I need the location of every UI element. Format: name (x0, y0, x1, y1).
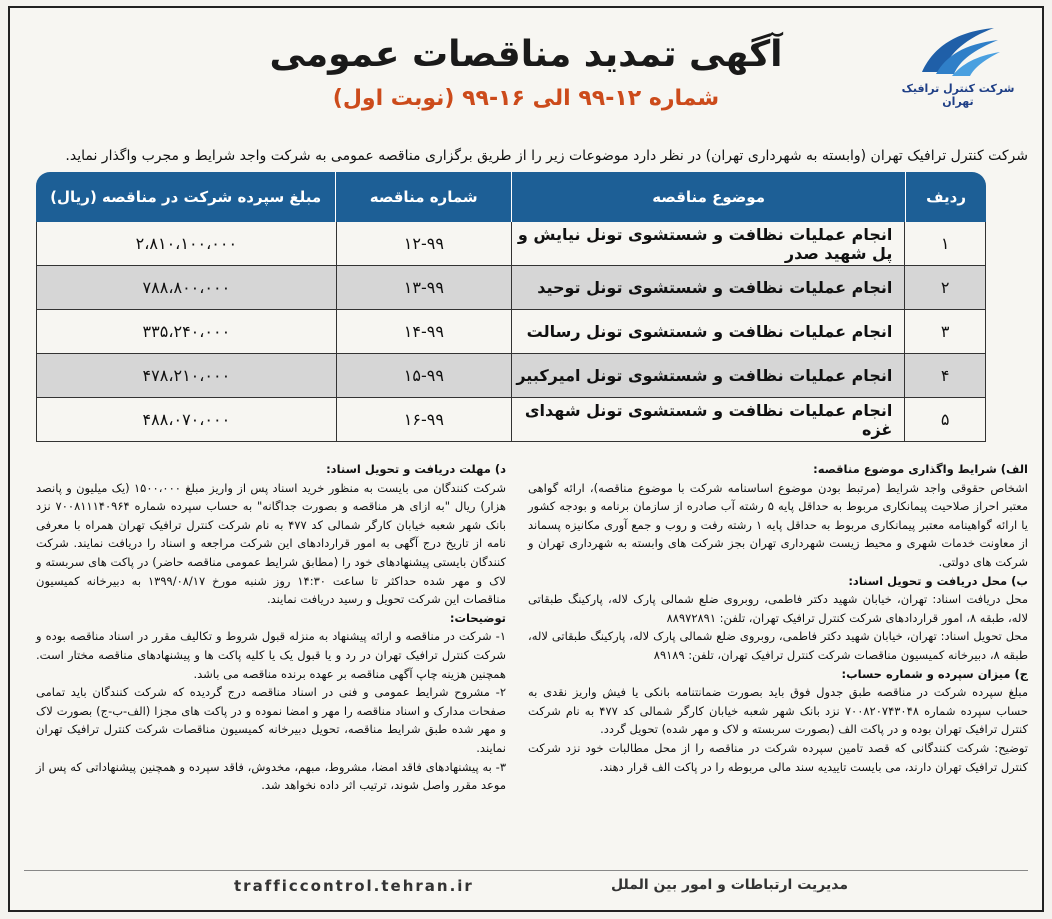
row-subject: انجام عملیات نظافت و شستشوی تونل امیرکبیر (511, 354, 904, 397)
row-deposit-amount: ۲،۸۱۰،۱۰۰،۰۰۰ (135, 234, 238, 253)
section-b-deliver: محل تحویل اسناد: تهران، خیابان شهید دکتر فاطمی، روبروی ضلع شمالی پارک لاله، پارکینگ طبقاتی لاله، طبقه ۸، دبیرخانه کمیسیون مناقصات شرکت کنترل ترافیک تهران، تلفن: ۸۹۱۸۹ (528, 629, 1028, 662)
footer-department: مدیریت ارتباطات و امور بین الملل (611, 877, 848, 893)
row-number: ۲ (904, 266, 985, 309)
row-tender-number: ۱۶-۹۹ (336, 398, 511, 441)
section-c-heading: ج) میزان سپرده و شماره حساب: (841, 666, 1028, 681)
row-deposit-amount: ۷۸۸،۸۰۰،۰۰۰ (142, 278, 231, 297)
row-deposit-amount: ۳۳۵،۲۴۰،۰۰۰ (142, 322, 231, 341)
logo-icon (912, 20, 1004, 82)
section-c-body: مبلغ سپرده شرکت در مناقصه طبق جدول فوق باید بصورت ضمانتنامه بانکی یا فیش واریز نقدی به حساب سپرده شماره ۷۰۰۸۲۰۷۴۳۰۴۸ نزد بانک شهر شعبه خیابان کارگر شمالی کد ۴۷۷ به نام شرکت کنترل ترافیک تهران بوده و در پاکت الف (بصورت سربسته و لاک و مهر شده) تحویل گردد. (528, 685, 1028, 737)
row-number: ۴ (904, 354, 985, 397)
row-deposit-amount: ۴۸۸،۰۷۰،۰۰۰ (142, 410, 231, 429)
table-row (36, 266, 986, 310)
table-row (36, 354, 986, 398)
section-c-note: توضیح: شرکت کنندگانی که قصد تامین سپرده شرکت در مناقصه را از محل مطالبات خود نزد شرکت کنترل ترافیک تهران دارند، می بایست تاییدیه سند مالی مربوطه را در پاکت الف قرار دهند. (528, 740, 1028, 774)
table-header (36, 172, 986, 222)
table-row (36, 222, 986, 266)
note-2: ۲- مشروح شرایط عمومی و فنی در اسناد مناقصه درج گردیده که شرکت کنندگان باید تمامی صفحات مدارک و اسناد مناقصه را مهر و امضا نموده و در پاکت های مجزا (الف-ب-ج) بصورت لاک و مهر شده طبق شرایط مناقصه، تحویل دبیرخانه کمیسیون مناقصات شرکت کنترل ترافیک تهران نمایند. (36, 685, 506, 755)
row-subject: انجام عملیات نظافت و شستشوی تونل نیایش و پل شهید صدر (511, 222, 904, 265)
row-deposit-amount: ۴۷۸،۲۱۰،۰۰۰ (142, 366, 231, 385)
section-a-body: اشخاص حقوقی واجد شرایط (مرتبط بودن موضوع اساسنامه شرکت با موضوع مناقصه)، ارائه گواهی معتبر احراز صلاحیت پیمانکاری مربوط به حداقل پایه ۵ رشته آب صادره از سازمان برنامه و بودجه کشور یا ارائه گواهینامه معتبر پیمانکاری مربوط به حداقل پایه ۱ رشته رفت و روب و جمع آوری مکانیزه پسماند از معاونت خدمات شهری و محیط زیست شهرداری تهران بجز شرکت های وابسته به شهرداری تهران و شرکت های دولتی. (528, 480, 1028, 569)
note-3: ۳- به پیشنهادهای فاقد امضا، مشروط، مبهم، مخدوش، فاقد سپرده و همچنین پیشنهاداتی که پس از موعد مقرر واصل شوند، ترتیب اثر داده نخواهد شد. (36, 759, 506, 793)
row-number: ۳ (904, 310, 985, 353)
section-a-heading: الف) شرایط واگذاری موضوع مناقصه: (813, 462, 1028, 476)
header-tender-number: شماره مناقصه (335, 172, 511, 222)
row-tender-number: ۱۴-۹۹ (336, 310, 511, 353)
table-row (36, 398, 986, 442)
section-d-body: شرکت کنندگان می بایست به منظور خرید اسناد پس از واریز مبلغ ۱۵۰۰،۰۰۰ (یک میلیون و پانصد هزار) ریال "به ازای هر مناقصه و بصورت جداگانه" به حساب سپرده شماره ۷۰۰۸۱۱۱۴۰۹۶۴ نزد بانک شهر شعبه خیابان کارگر شمالی کد ۴۷۷ به نام شرکت کنترل ترافیک تهران همراه با معرفی نامه از تاریخ درج آگهی به امور قراردادهای این شرکت مراجعه و اسناد را دریافت نمایند. شرکت کنندگان بایستی پیشنهادهای خود را (مطابق شرایط عمومی مناقصه حاضر) در پاکت های سربسته و لاک و مهر شده حداکثر تا ساعت ۱۴:۳۰ روز شنبه مورخ ۱۳۹۹/۰۸/۱۷ به دبیرخانه کمیسیون مناقصات این شرکت تحویل و رسید دریافت نمایند. (36, 480, 507, 607)
page-title: آگهی تمدید مناقصات عمومی (269, 34, 783, 75)
header-row-number: ردیف (905, 172, 986, 222)
notes-heading: توضیحات: (449, 610, 506, 625)
table-row (36, 310, 986, 354)
row-number: ۵ (904, 398, 985, 441)
header-subject: موضوع مناقصه (511, 172, 905, 222)
tender-table (36, 172, 986, 442)
logo-text: شرکت کنترل ترافیک تهران (901, 82, 1015, 108)
row-number: ۱ (904, 222, 985, 265)
footer (24, 870, 1028, 901)
row-tender-number: ۱۳-۹۹ (336, 266, 511, 309)
intro-paragraph: شرکت کنترل ترافیک تهران (وابسته به شهرداری تهران) در نظر دارد موضوعات زیر را از طریق برگزاری مناقصه عمومی به شرکت واجد شرایط و مجرب واگذار نماید. (65, 148, 1028, 164)
section-b-heading: ب) محل دریافت و تحویل اسناد: (848, 573, 1028, 588)
row-tender-number: ۱۵-۹۹ (336, 354, 511, 397)
deadline-column (36, 460, 506, 795)
row-tender-number: ۱۲-۹۹ (336, 222, 511, 265)
row-subject: انجام عملیات نظافت و شستشوی تونل توحید (511, 266, 904, 309)
conditions-column (528, 460, 1028, 776)
section-d-heading: د) مهلت دریافت و تحویل اسناد: (326, 462, 506, 476)
footer-website: trafficcontrol.tehran.ir (234, 877, 474, 895)
note-1: ۱- شرکت در مناقصه و ارائه پیشنهاد به منزله قبول شروط و تکالیف مقرر در اسناد مناقصه بوده و شرکت کنترل ترافیک تهران در رد و یا قبول یک یا کلیه پاکت ها و پیشنهادهای مناقصه مختار است. همچنین هزینه چاپ آگهی مناقصه بر عهده برنده مناقصه می باشد. (36, 629, 506, 681)
section-b-receive: محل دریافت اسناد: تهران، خیابان شهید دکتر فاطمی، روبروی ضلع شمالی پارک لاله، پارکینگ طبقاتی لاله، طبقه ۸، امور قراردادهای شرکت کنترل ترافیک تهران، تلفن: ۸۸۹۷۲۸۹۱ (528, 592, 1028, 625)
page-subtitle: شماره ۱۲-۹۹ الی ۱۶-۹۹ (نوبت اول) (332, 86, 720, 111)
row-subject: انجام عملیات نظافت و شستشوی تونل شهدای غزه (511, 398, 904, 441)
company-logo (888, 20, 1028, 120)
row-subject: انجام عملیات نظافت و شستشوی تونل رسالت (511, 310, 904, 353)
header-deposit-amount: مبلغ سپرده شرکت در مناقصه (ریال) (50, 188, 322, 206)
